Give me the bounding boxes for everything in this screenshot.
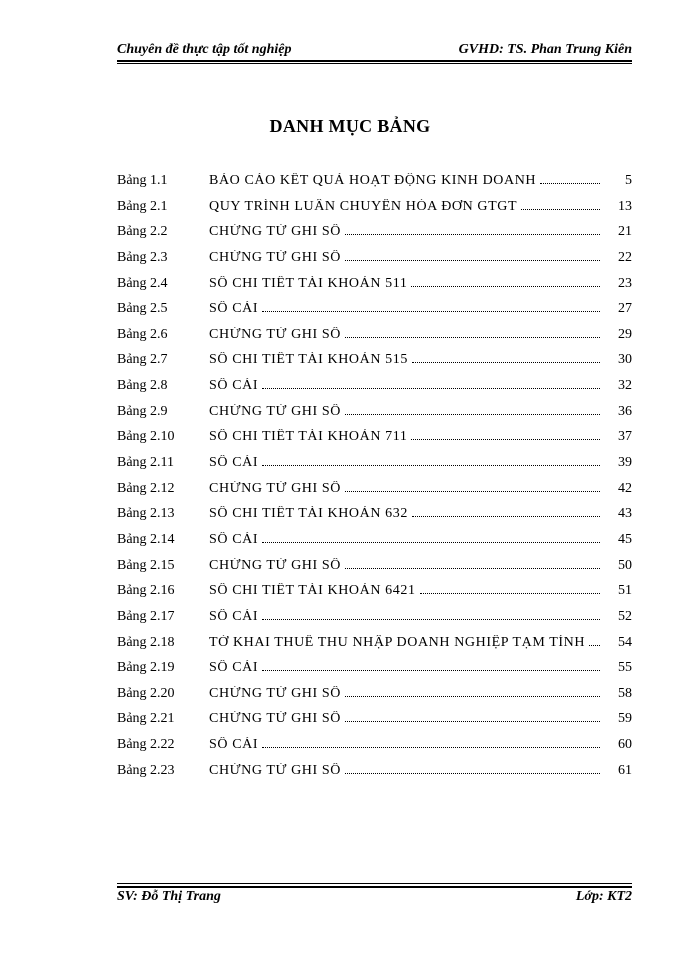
list-item[interactable]: [117, 375, 632, 401]
table-number: Bảng 2.15: [117, 557, 175, 573]
dot-leader: [345, 490, 600, 492]
table-title-text: CHỨNG TỪ GHI SỔ: [209, 557, 341, 573]
table-title: [209, 737, 602, 753]
dot-leader: [412, 515, 600, 517]
dot-leader: [345, 720, 600, 722]
table-number: Bảng 2.8: [117, 378, 168, 394]
table-number: Bảng 2.2: [117, 224, 168, 240]
table-title-text: CHỨNG TỪ GHI SỔ: [209, 711, 341, 727]
dot-leader: [412, 361, 600, 363]
dot-leader: [345, 259, 600, 261]
dot-leader: [262, 746, 600, 748]
table-number: Bảng 2.17: [117, 608, 175, 624]
list-item[interactable]: [117, 503, 632, 529]
page-number: 5: [625, 173, 632, 188]
table-title-text: SỔ CÁI: [209, 737, 259, 753]
list-item[interactable]: [117, 657, 632, 683]
page-title: DANH MỤC BẢNG: [269, 116, 431, 136]
dot-leader: [262, 541, 600, 543]
page-number: 22: [618, 249, 632, 265]
page-number: 45: [618, 531, 632, 547]
table-title-text: SỔ CÁI: [209, 660, 259, 676]
table-title: [209, 532, 602, 548]
table-number: Bảng 2.5: [117, 301, 168, 317]
footer-divider: [117, 886, 632, 888]
table-number: Bảng 2.9: [117, 403, 168, 419]
table-number: Bảng 2.13: [117, 506, 175, 522]
page-number: 23: [618, 275, 632, 291]
table-title-text: QUY TRÌNH LUÂN CHUYỂN HÓA ĐƠN GTGT: [209, 198, 518, 214]
table-number: Bảng 2.12: [117, 480, 175, 496]
table-number: Bảng 2.6: [117, 326, 168, 342]
table-title-text: SỔ CÁI: [209, 378, 259, 394]
table-title: [209, 455, 602, 471]
table-title: [209, 763, 602, 779]
table-title-text: CHỨNG TỪ GHI SỔ: [209, 762, 341, 778]
page-number: 37: [618, 429, 632, 445]
footer-student: SV: Đỗ Thị Trang: [117, 889, 221, 904]
page-number: 43: [618, 506, 632, 522]
list-item[interactable]: [117, 760, 632, 786]
table-title-text: CHỨNG TỪ GHI SỔ: [209, 326, 341, 342]
table-number: Bảng 1.1: [117, 173, 168, 188]
table-title-text: SỔ CÁI: [209, 455, 259, 471]
table-title: [209, 352, 602, 368]
table-number: Bảng 2.20: [117, 685, 175, 701]
table-title: [209, 711, 602, 727]
dot-leader: [262, 669, 600, 671]
table-number: Bảng 2.11: [117, 455, 175, 471]
table-title: [209, 301, 602, 317]
table-title: [209, 558, 602, 574]
footer-class: Lớp: KT2: [575, 889, 632, 904]
dot-leader: [262, 464, 600, 466]
page-number: 32: [618, 378, 632, 394]
dot-leader: [589, 644, 600, 646]
dot-leader: [345, 695, 600, 697]
table-title: [209, 481, 602, 497]
page-number: 30: [618, 352, 632, 368]
page-number: 51: [618, 583, 632, 599]
table-title: [209, 583, 602, 599]
table-number: Bảng 2.23: [117, 762, 175, 778]
table-number: Bảng 2.1: [117, 198, 168, 214]
table-title-text: SỔ CÁI: [209, 608, 259, 624]
table-number: Bảng 2.10: [117, 429, 175, 445]
dot-leader: [345, 772, 600, 774]
list-item[interactable]: [117, 426, 632, 452]
table-title-text: CHỨNG TỪ GHI SỔ: [209, 685, 341, 701]
header-divider: [117, 60, 632, 62]
table-title-text: SỔ CÁI: [209, 531, 259, 547]
table-title: [209, 429, 602, 445]
list-item[interactable]: [117, 734, 632, 760]
table-number: Bảng 2.19: [117, 660, 175, 676]
page-number: 29: [618, 326, 632, 342]
table-number: Bảng 2.21: [117, 711, 175, 727]
page-number: 42: [618, 480, 632, 496]
list-item[interactable]: [117, 298, 632, 324]
dot-leader: [540, 182, 600, 184]
table-title-text: SỔ CÁI: [209, 301, 259, 317]
table-title-text: SỔ CHI TIẾT TÀI KHOẢN 511: [209, 275, 408, 291]
dot-leader: [345, 233, 600, 235]
list-item[interactable]: [117, 555, 632, 581]
list-item[interactable]: [117, 401, 632, 427]
dot-leader: [262, 310, 600, 312]
table-number: Bảng 2.7: [117, 352, 168, 368]
table-title-text: TỜ KHAI THUẾ THU NHẬP DOANH NGHIỆP TẠM TÍNH: [209, 634, 586, 650]
table-title: [209, 609, 602, 625]
table-title: [209, 173, 602, 189]
page-number: 27: [618, 301, 632, 317]
table-title: [209, 250, 602, 266]
page-number: 55: [618, 660, 632, 676]
header-supervisor: GVHD: TS. Phan Trung Kiên: [458, 42, 632, 57]
table-title: [209, 660, 602, 676]
page-number: 58: [618, 685, 632, 701]
dot-leader: [411, 285, 600, 287]
table-list: [117, 170, 632, 785]
table-title-text: CHỨNG TỪ GHI SỔ: [209, 249, 341, 265]
list-item[interactable]: [117, 247, 632, 273]
table-title: [209, 378, 602, 394]
list-item[interactable]: [117, 221, 632, 247]
table-title-text: BÁO CÁO KẾT QUẢ HOẠT ĐỘNG KINH DOANH: [209, 173, 537, 188]
page-number: 13: [618, 198, 632, 214]
dot-leader: [345, 413, 600, 415]
page-number: 61: [618, 762, 632, 778]
page-number: 52: [618, 608, 632, 624]
table-title-text: SỔ CHI TIẾT TÀI KHOẢN 515: [209, 352, 408, 368]
table-title-text: SỔ CHI TIẾT TÀI KHOẢN 711: [209, 429, 408, 445]
table-title: [209, 276, 602, 292]
dot-leader: [420, 592, 600, 594]
table-number: Bảng 2.18: [117, 634, 175, 650]
table-title: [209, 506, 602, 522]
table-number: Bảng 2.3: [117, 249, 168, 265]
table-number: Bảng 2.4: [117, 275, 168, 291]
list-item[interactable]: [117, 349, 632, 375]
table-number: Bảng 2.14: [117, 531, 175, 547]
table-title: [209, 199, 602, 215]
table-number: Bảng 2.16: [117, 583, 175, 599]
list-item[interactable]: [117, 708, 632, 734]
page-header: [117, 40, 632, 60]
table-title: [209, 635, 602, 651]
table-title-text: CHỨNG TỪ GHI SỔ: [209, 403, 341, 419]
dot-leader: [411, 438, 600, 440]
list-item[interactable]: [117, 580, 632, 606]
header-document-title: Chuyên đề thực tập tốt nghiệp: [117, 42, 292, 57]
dot-leader: [345, 567, 600, 569]
page-number: 59: [618, 711, 632, 727]
list-item[interactable]: [117, 683, 632, 709]
dot-leader: [521, 208, 600, 210]
table-title-text: SỔ CHI TIẾT TÀI KHOẢN 6421: [209, 583, 416, 599]
dot-leader: [262, 618, 600, 620]
header-divider-thin: [117, 63, 632, 64]
dot-leader: [345, 336, 600, 338]
page-number: 54: [618, 634, 632, 650]
table-number: Bảng 2.22: [117, 737, 175, 753]
list-item[interactable]: [117, 632, 632, 658]
table-title-text: SỔ CHI TIẾT TÀI KHOẢN 632: [209, 506, 408, 522]
table-title: [209, 404, 602, 420]
page-footer: [117, 889, 632, 909]
page-number: 50: [618, 557, 632, 573]
page-number: 60: [618, 737, 632, 753]
table-title: [209, 686, 602, 702]
page-number: 36: [618, 403, 632, 419]
list-item[interactable]: [117, 170, 632, 196]
footer-divider-thin: [117, 883, 632, 884]
table-title: [209, 224, 602, 240]
table-title: [209, 327, 602, 343]
list-item[interactable]: [117, 196, 632, 222]
list-item[interactable]: [117, 606, 632, 632]
page-number: 21: [618, 224, 632, 240]
list-item[interactable]: [117, 452, 632, 478]
list-item[interactable]: [117, 324, 632, 350]
page-number: 39: [618, 455, 632, 471]
dot-leader: [262, 387, 600, 389]
table-title-text: CHỨNG TỪ GHI SỔ: [209, 480, 341, 496]
table-title-text: CHỨNG TỪ GHI SỔ: [209, 224, 341, 240]
list-item[interactable]: [117, 478, 632, 504]
list-item[interactable]: [117, 529, 632, 555]
list-item[interactable]: [117, 273, 632, 299]
